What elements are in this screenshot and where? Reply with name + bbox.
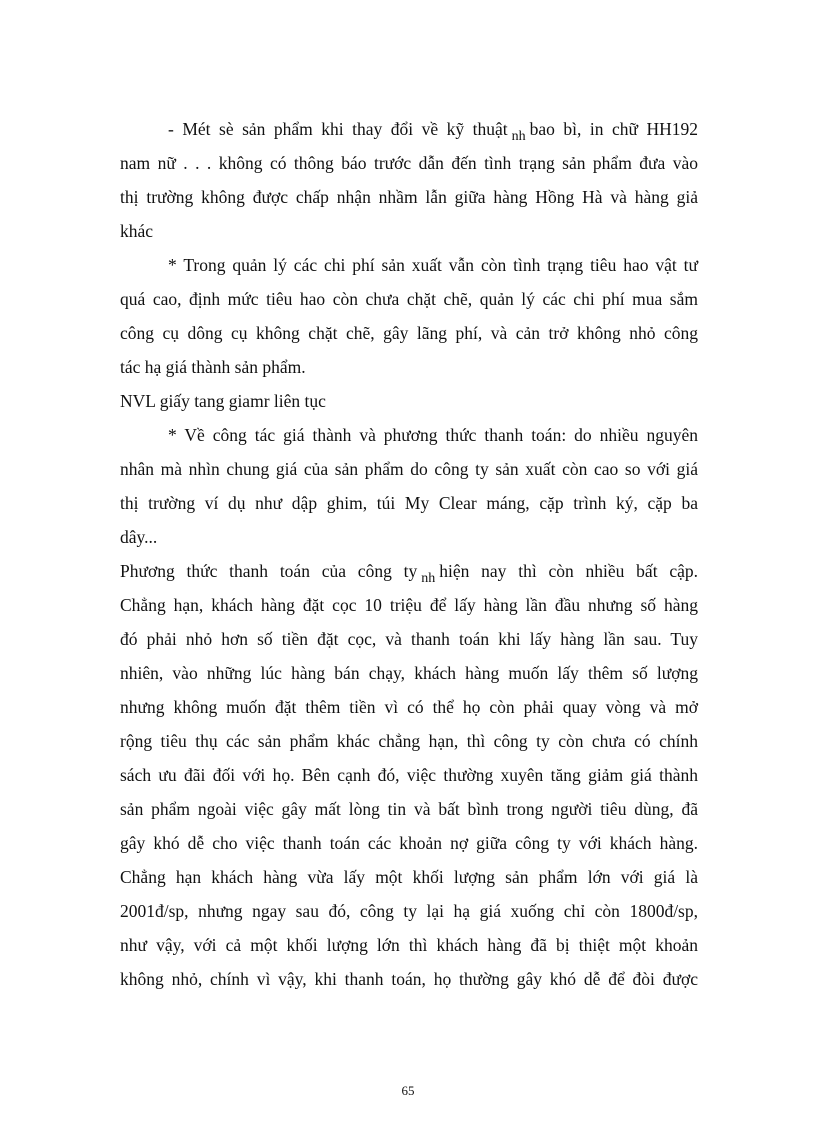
text-line-20: sách ưu đãi đối với họ. Bên cạnh đó, việc thường xuyên tăng giảm giá thành [120,765,698,785]
text-line-2: nam nữ . . . không có thông báo trước dẫn đến tình trạng sản phẩm đưa vào [120,153,698,173]
body-text [120,112,698,996]
text-line-12: thị trường ví dụ như dập ghim, túi My Clear máng, cặp trình ký, cặp ba [120,493,698,513]
text-line-7: công cụ dông cụ không chặt chẽ, gây lãng phí, và cản trở không nhỏ công [120,323,698,343]
text-line-8: tác hạ giá thành sản phẩm. [120,357,306,377]
text-line-23: Chẳng hạn khách hàng vừa lấy một khối lượng sản phẩm lớn với giá là [120,867,698,887]
text-line-24: 2001đ/sp, nhưng ngay sau đó, công ty lại hạ giá xuống chỉ còn 1800đ/sp, [120,901,698,921]
subscript-mark: nh [421,571,436,586]
text-line-6: quá cao, định mức tiêu hao còn chưa chặt chẽ, quản lý các chi phí mua sắm [120,289,698,309]
text-line-5: * Trong quản lý các chi phí sản xuất vẫn còn tình trạng tiêu hao vật tư [168,255,698,275]
text-span: hiện nay thì còn nhiều bất cập. [439,561,699,581]
text-line-16: đó phải nhỏ hơn số tiền đặt cọc, và thanh toán khi lấy hàng lần sau. Tuy [120,629,698,649]
text-span: bao bì, in chữ HH192 [529,119,698,139]
text-line-3: thị trường không được chấp nhận nhầm lẫn giữa hàng Hồng Hà và hàng giả [120,187,698,207]
text-line-22: gây khó dễ cho việc thanh toán các khoản nợ giữa công ty với khách hàng. [120,833,698,853]
text-line-9: NVL giấy tang giamr liên tục [120,391,326,411]
text-line-15: Chẳng hạn, khách hàng đặt cọc 10 triệu để lấy hàng lần đầu nhưng số hàng [120,595,698,615]
text-line-13: dây... [120,527,158,547]
text-line-19: rộng tiêu thụ các sản phẩm khác chẳng hạn, thì công ty còn chưa có chính [120,731,698,751]
text-span: - Mét sè sản phẩm khi thay đổi về kỹ thuật [168,119,508,139]
text-line-26: không nhỏ, chính vì vậy, khi thanh toán, họ thường gây khó dễ để đòi được [120,969,698,989]
subscript-mark: nh [511,129,526,144]
text-line-25: như vậy, với cả một khối lượng lớn thì khách hàng đã bị thiệt một khoản [120,935,698,955]
page-number: 65 [401,1083,415,1098]
text-line-21: sản phẩm ngoài việc gây mất lòng tin và bất bình trong người tiêu dùng, đã [120,799,698,819]
text-line-4: khác [120,221,154,241]
text-line-10: * Về công tác giá thành và phương thức thanh toán: do nhiều nguyên [168,425,698,445]
text-line-14 [120,554,698,588]
text-span: Phương thức thanh toán của công ty [120,561,418,581]
text-line-17: nhiên, vào những lúc hàng bán chạy, khách hàng muốn lấy thêm số lượng [120,663,698,683]
text-line-11: nhân mà nhìn chung giá của sản phẩm do công ty sản xuất còn cao so với giá [120,459,698,479]
text-line-1 [120,112,698,146]
text-line-18: nhưng không muốn đặt thêm tiền vì có thể họ còn phải quay vòng và mở [120,697,698,717]
